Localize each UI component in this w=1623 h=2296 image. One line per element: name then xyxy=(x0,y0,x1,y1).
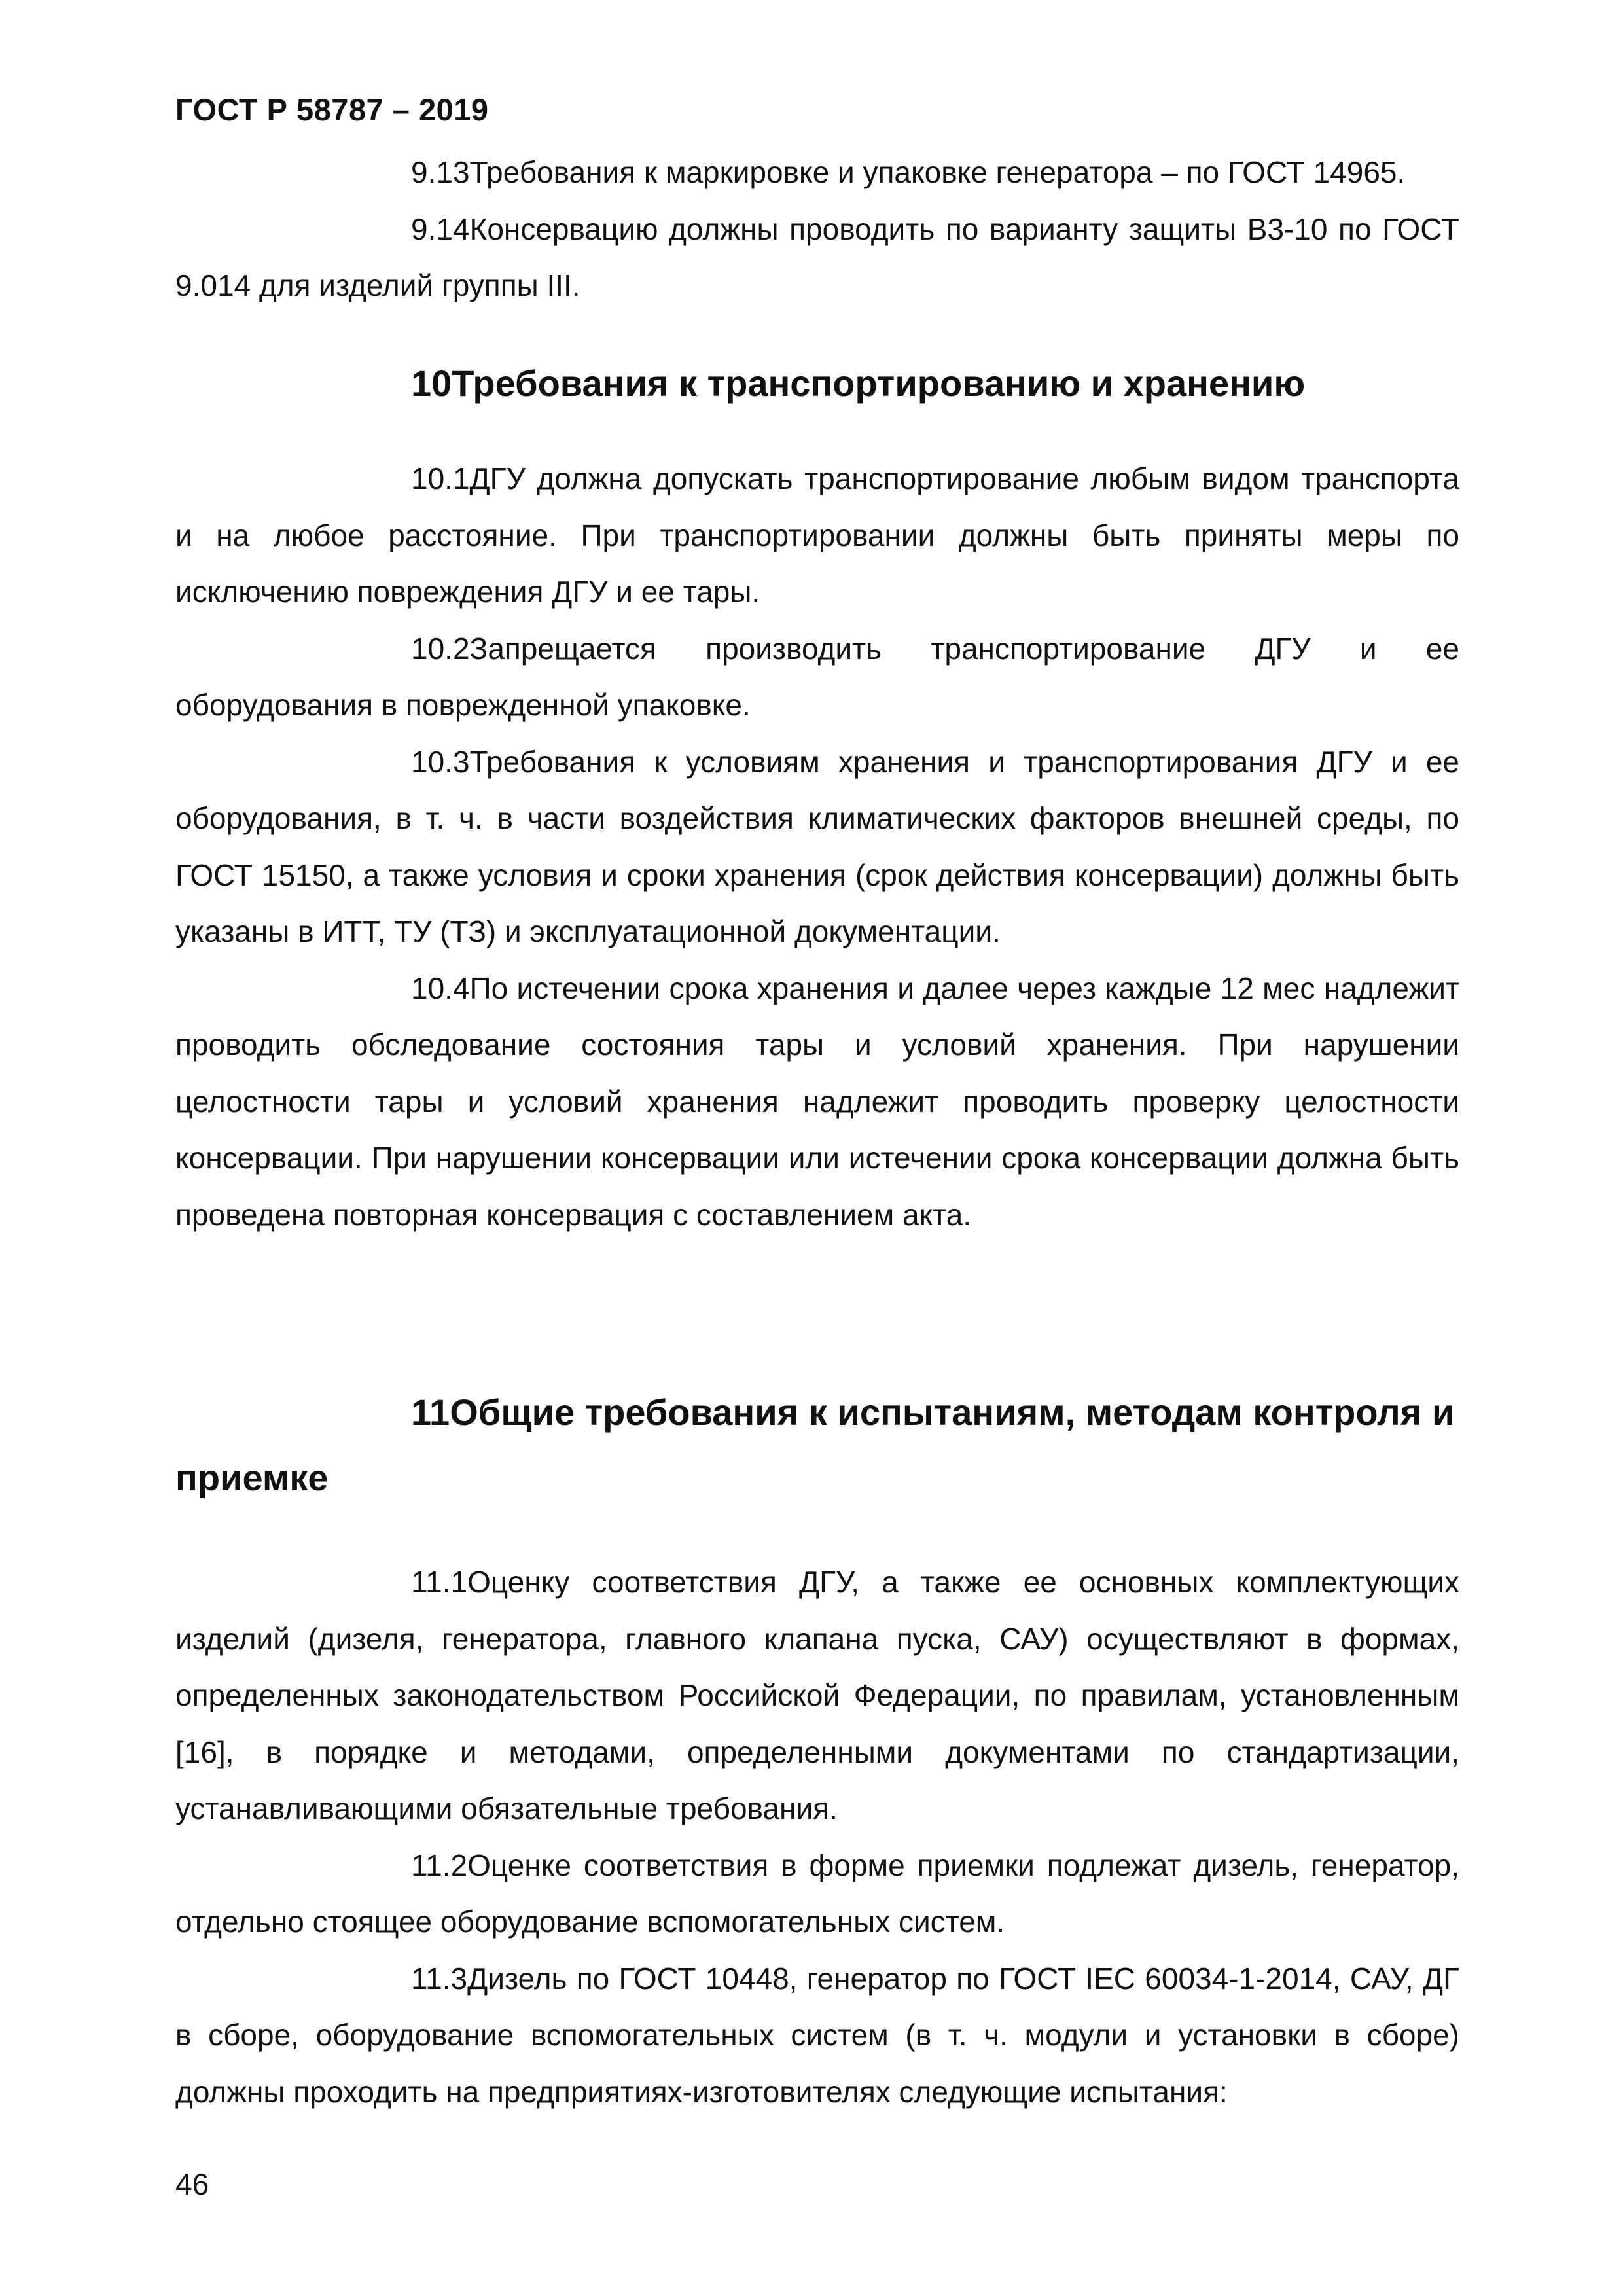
paragraph-text: Оценку соответствия ДГУ, а также ее основных комплектующих изделий (дизеля, генератора, главного клапана пуска, САУ) осуществляют в формах, определенных законодательством Российской Федерации, по правилам, установленным [16], в порядке и методами, определенными документами по стандартизации, устанавливающими обязательные требования. xyxy=(175,1565,1459,1825)
paragraph-text: Запрещается производить транспортирование ДГУ и ее оборудования в поврежденной упаковке. xyxy=(175,631,1459,722)
paragraph-number: 10.4 xyxy=(411,971,470,1005)
heading-number: 10 xyxy=(411,363,452,404)
heading-text: Требования к транспортированию и хранению xyxy=(452,363,1306,404)
paragraph-10-1 xyxy=(175,450,1459,620)
paragraph-number: 10.1 xyxy=(411,461,470,495)
paragraph-number: 10.2 xyxy=(411,631,470,666)
paragraph-9-14 xyxy=(175,201,1459,314)
paragraph-10-4 xyxy=(175,960,1459,1244)
paragraph-number: 11.2 xyxy=(411,1848,468,1882)
section-10-body xyxy=(175,450,1459,1243)
paragraph-text: Оценке соответствия в форме приемки подлежат дизель, генератор, отдельно стоящее оборудование вспомогательных систем. xyxy=(175,1848,1459,1939)
paragraph-text: Консервацию должны проводить по варианту защиты В3-10 по ГОСТ 9.014 для изделий группы III. xyxy=(175,211,1459,302)
paragraph-number: 9.13 xyxy=(411,155,470,189)
paragraph-10-3 xyxy=(175,734,1459,960)
paragraph-11-1 xyxy=(175,1554,1459,1837)
paragraph-number: 11.1 xyxy=(411,1565,468,1599)
paragraph-number: 10.3 xyxy=(411,744,470,779)
paragraph-number: 9.14 xyxy=(411,211,470,246)
paragraph-11-2 xyxy=(175,1837,1459,1950)
paragraph-text: Требования к маркировке и упаковке генератора – по ГОСТ 14965. xyxy=(469,155,1406,189)
paragraph-text: Дизель по ГОСТ 10448, генератор по ГОСТ IEC 60034-1-2014, САУ, ДГ в сборе, оборудование вспомогательных систем (в т. ч. модули и установки в сборе) должны проходить на предприятиях-изготовителях следующие испытания: xyxy=(175,1961,1459,2109)
paragraph-10-2 xyxy=(175,620,1459,734)
document-code-header: ГОСТ Р 58787 – 2019 xyxy=(175,92,489,127)
heading-text: Общие требования к испытаниям, методам контроля и приемке xyxy=(175,1391,1455,1498)
section-10-heading xyxy=(175,351,1459,416)
paragraph-text: ДГУ должна допускать транспортирование любым видом транспорта и на любое расстояние. При транспортировании должны быть приняты меры по исключению повреждения ДГУ и ее тары. xyxy=(175,461,1459,609)
paragraph-text: Требования к условиям хранения и транспортирования ДГУ и ее оборудования, в т. ч. в части воздействия климатических факторов внешней среды, по ГОСТ 15150, а также условия и сроки хранения (срок действия консервации) должны быть указаны в ИТТ, ТУ (ТЗ) и эксплуатационной документации. xyxy=(175,744,1459,948)
paragraph-number: 11.3 xyxy=(411,1961,468,1996)
page-number: 46 xyxy=(175,2167,209,2201)
heading-number: 11 xyxy=(411,1391,450,1433)
section-11-heading xyxy=(175,1380,1459,1511)
section-9-body xyxy=(175,144,1459,314)
paragraph-11-3 xyxy=(175,1950,1459,2121)
paragraph-text: По истечении срока хранения и далее через каждые 12 мес надлежит проводить обследование состояния тары и условий хранения. При нарушении целостности тары и условий хранения надлежит проводить проверку целостности консервации. При нарушении консервации или истечении срока консервации должна быть проведена повторная консервация с составлением акта. xyxy=(175,971,1459,1232)
paragraph-9-13 xyxy=(175,144,1459,201)
section-11-body xyxy=(175,1554,1459,2120)
